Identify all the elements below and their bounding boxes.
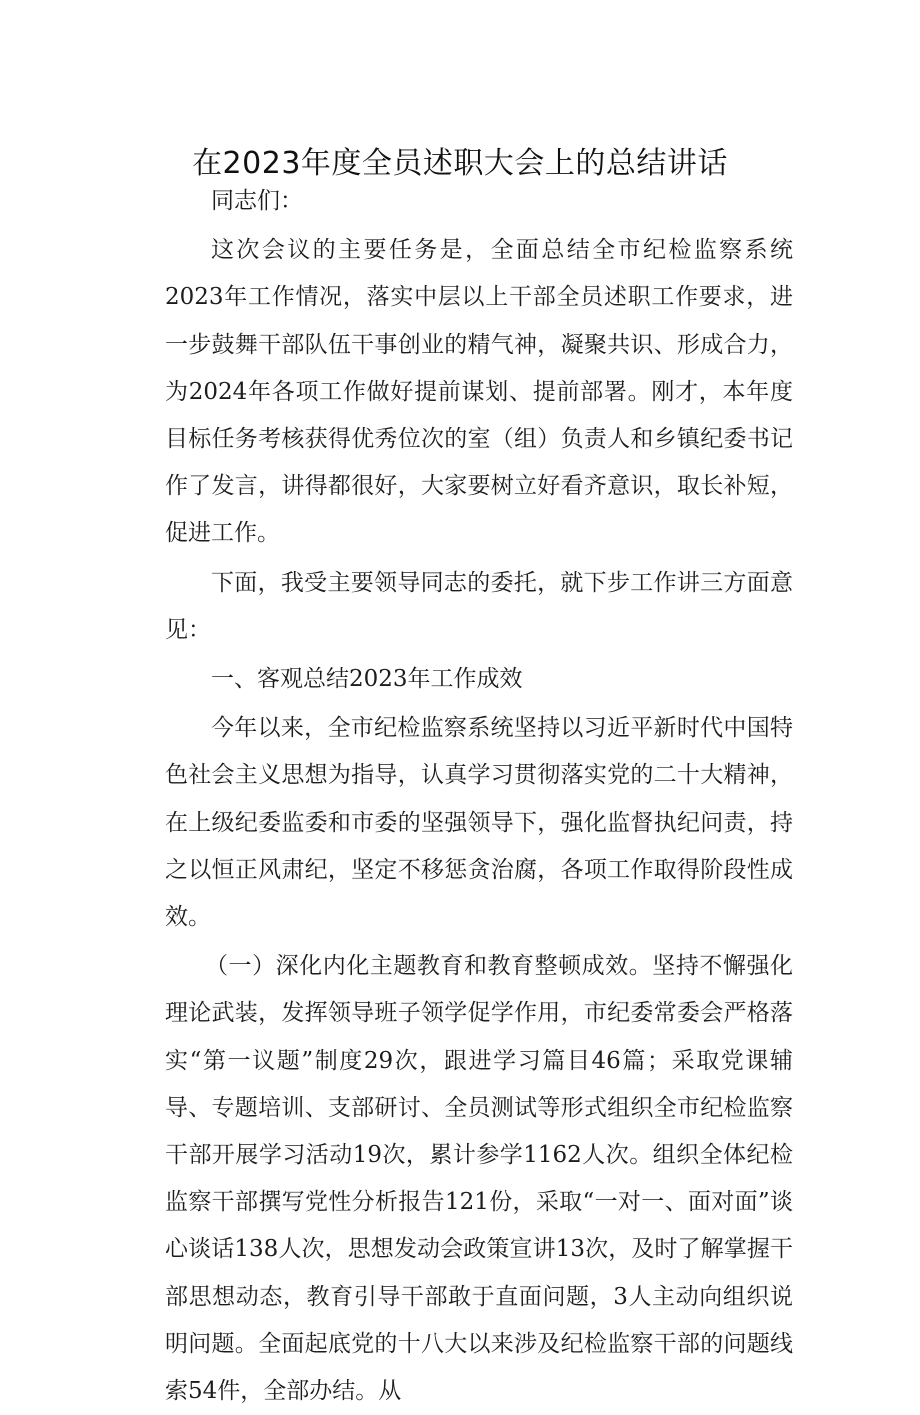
paragraph-achievements-overview: 今年以来，全市纪检监察系统坚持以习近平新时代中国特色社会主义思想为指导，认真学习贯彻落实党的二十大精神，在上级纪委监委和市委的坚强领导下，强化监督执纪问责，持之以恒正风肃纪，坚定不移惩贪治腐，各项工作取得阶段性成效。 xyxy=(165,715,793,931)
paragraph-subsection-one: （一）深化内化主题教育和教育整顿成效。坚持不懈强化理论武装，发挥领导班子领学促学作用，市纪委常委会严格落实“第一议题”制度29次，跟进学习篇目46篇；采取党课辅导、专题培训、支部研讨、全员测试等形式组织全市纪检监察干部开展学习活动19次，累计参学1162人次。组织全体纪检监察干部撰写党性分析报告121份，采取“一对一、面对面”谈心谈话138人次，思想发动会政策宣讲13次，及时了解掌握干部思想动态，教育引导干部敢于直面问题，3人主动向组织说明问题。全面起底党的十八大以来涉及纪检监察干部的问题线索54件，全部办结。从 xyxy=(165,953,793,1405)
document-body xyxy=(165,178,793,1415)
greeting: 同志们： xyxy=(211,188,303,214)
paragraph-meeting-tasks: 这次会议的主要任务是，全面总结全市纪检监察系统2023年工作情况，落实中层以上干部全员述职工作要求，进一步鼓舞干部队伍干事创业的精气神，凝聚共识、形成合力，为2024年各项工作做好提前谋划、提前部署。刚才，本年度目标任务考核获得优秀位次的室（组）负责人和乡镇纪委书记作了发言，讲得都很好，大家要树立好看齐意识，取长补短，促进工作。 xyxy=(165,237,793,547)
section-heading-one: 一、客观总结2023年工作成效 xyxy=(211,666,523,693)
paragraph-three-opinions: 下面，我受主要领导同志的委托，就下步工作讲三方面意见： xyxy=(165,569,793,643)
document-title: 在2023年度全员述职大会上的总结讲话 xyxy=(192,146,728,182)
